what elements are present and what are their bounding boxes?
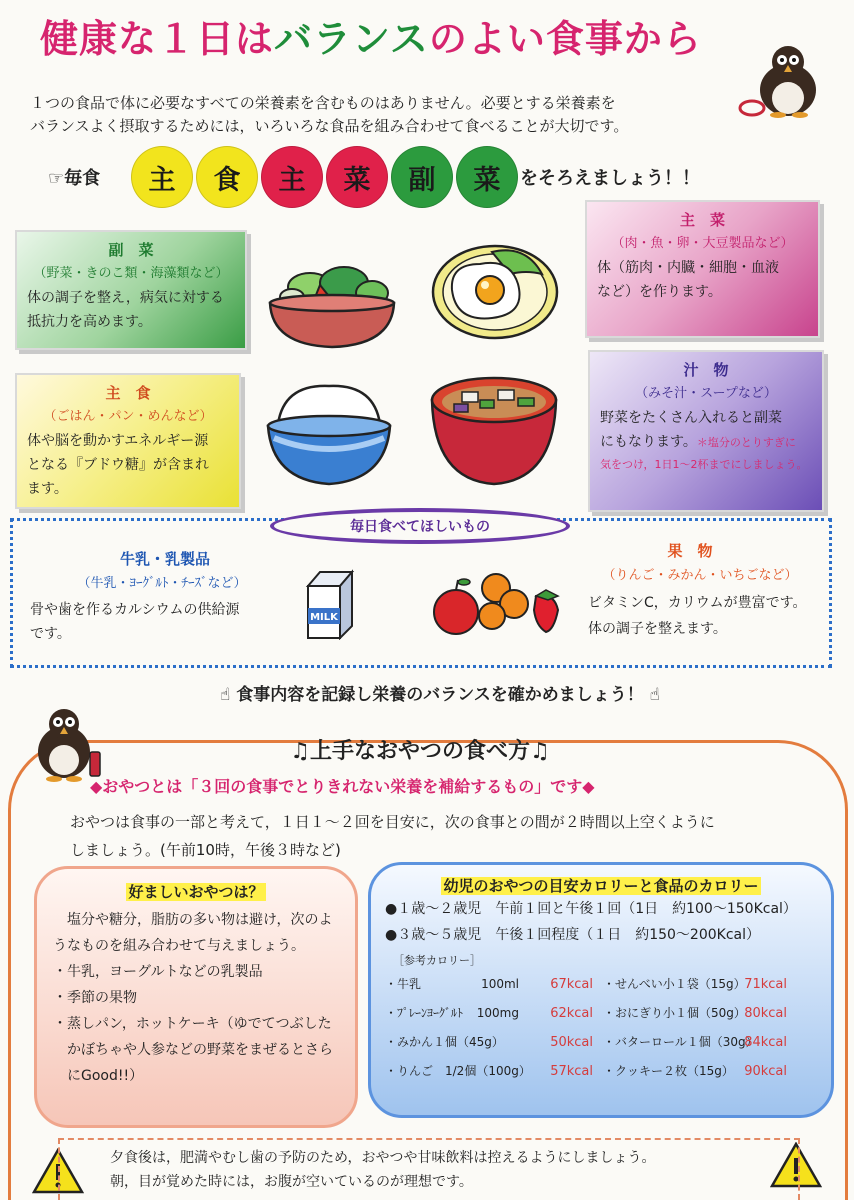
card-side-dish-subtitle: （野菜・きのこ類・海藻類など）: [33, 266, 229, 281]
card-main-dish-desc-1: 体（筋肉・内臓・細胞・血液: [597, 260, 779, 276]
fruit-desc-1: ビタミンC，カリウムが豊富です。: [588, 595, 807, 611]
calorie-guide-heading: 幼児のおやつの目安カロリーと食品のカロリー: [443, 877, 759, 895]
fried-egg-plate-icon: [430, 240, 560, 344]
page-title: [40, 8, 760, 63]
snack-desc-1: おやつは食事の一部と考えて，１日１～２回を目安に，次の食事との間が２時間以上空くように: [70, 813, 715, 831]
card-main-dish: [585, 200, 820, 338]
food-kcal-2: 80kcal: [744, 1006, 787, 1021]
food-amount: 100mg: [476, 1006, 519, 1020]
pointing-hand-icon: ☝: [219, 685, 231, 705]
list-item: ・蒸しパン，ホットケーキ（ゆでてつぶした: [53, 1016, 332, 1032]
card-soup-desc-1: 野菜をたくさん入れると副菜: [600, 410, 782, 426]
food-name-2: ・おにぎり小１個（50g）: [603, 1006, 746, 1020]
card-staple: [15, 373, 241, 509]
food-name: ・牛乳: [385, 977, 422, 991]
card-soup-title: 汁 物: [683, 361, 729, 379]
card-staple-desc-2: となる『ブドウ糖』が含まれ: [27, 457, 209, 473]
food-kcal: 62kcal: [550, 1006, 593, 1021]
calorie-table: [385, 970, 817, 1086]
daily-foods-label: 毎日食べてほしいもの: [270, 508, 570, 544]
fruit-subtitle: （りんご・みかん・いちごなど）: [602, 568, 798, 583]
card-main-dish-desc-2: など）を作ります。: [597, 284, 722, 300]
title-part-3: のよい食事から: [428, 17, 702, 61]
salad-bowl-icon: [262, 255, 402, 359]
card-side-dish-title: 副 菜: [108, 241, 154, 259]
record-meals-text: [160, 680, 720, 705]
every-meal-prefix: ☞毎食: [48, 168, 101, 189]
preferred-snacks-list: [53, 959, 339, 1089]
food-name-2: ・せんべい小１袋（15g）: [603, 977, 746, 991]
milk-subtitle: （牛乳・ﾖｰｸﾞﾙﾄ・ﾁｰｽﾞなど）: [77, 576, 247, 591]
food-name-2: ・クッキー２枚（15g）: [603, 1064, 734, 1078]
record-meals-label: 食事内容を記録し栄養のバランスを確かめましょう！: [236, 685, 644, 705]
card-soup-desc-2: にもなります。: [600, 434, 697, 450]
list-item: ・季節の果物: [53, 990, 137, 1006]
fruit-title: 果 物: [667, 542, 713, 560]
circle-shu-1: 主: [131, 146, 193, 208]
food-kcal: 50kcal: [550, 1035, 593, 1050]
milk-carton-label: MILK: [310, 612, 338, 623]
preferred-snacks-heading: 好ましいおやつは？: [128, 883, 264, 901]
intro-line-2: バランスよく摂取するためには，いろいろな食品を組み合わせて食べることが大切です。: [30, 117, 629, 135]
calorie-age-3-5: ●３歳～５歳児 午後１回程度（１日 約150～200Kcal）: [385, 927, 761, 943]
intro-text: [30, 92, 730, 138]
intro-line-1: １つの食品で体に必要なすべての栄養素を含むものはありません。必要とする栄養素を: [30, 94, 616, 112]
circle-fuku: 副: [391, 146, 453, 208]
evening-snack-warning: [58, 1138, 800, 1200]
food-amount: 100ml: [481, 977, 519, 991]
milk-desc-2: です。: [30, 626, 71, 642]
circle-shu-2: 主: [261, 146, 323, 208]
every-meal-suffix: をそろえましょう！！: [520, 168, 700, 189]
circle-shoku: 食: [196, 146, 258, 208]
card-side-dish-desc-2: 抵抗力を高めます。: [27, 314, 152, 330]
card-side-dish: [15, 230, 247, 350]
food-kcal: 57kcal: [550, 1064, 593, 1079]
calorie-age-1-2: ●１歳～２歳児 午前１回と午後１回（1日 約100～150Kcal）: [385, 901, 797, 917]
snack-desc-2: しましょう。(午前10時，午後３時など): [70, 841, 341, 859]
list-item: にGood!!）: [53, 1068, 144, 1084]
owl-mascot-snack-icon: [26, 702, 96, 782]
list-item: かぼちゃや人参などの野菜をまぜるとさら: [53, 1042, 333, 1058]
preferred-snacks-box: [34, 866, 358, 1128]
miso-soup-bowl-icon: [428, 370, 560, 494]
milk-carton-icon: [302, 568, 358, 644]
list-item: ・牛乳，ヨーグルトなどの乳製品: [53, 964, 263, 980]
card-soup: [588, 350, 824, 512]
food-name-2: ・バターロール１個（30g）: [603, 1035, 758, 1049]
circle-sai-1: 菜: [326, 146, 388, 208]
card-main-dish-title: 主 菜: [679, 211, 725, 229]
reference-calorie-label: ［参考カロリー］: [393, 954, 481, 967]
table-row: [385, 999, 817, 1028]
card-staple-subtitle: （ごはん・パン・めんなど）: [43, 409, 213, 424]
food-name: ・みかん１個（45g）: [385, 1035, 504, 1049]
milk-desc-1: 骨や歯を作るカルシウムの供給源: [30, 602, 240, 618]
snack-description: [70, 808, 800, 864]
snack-definition: ◆おやつとは「３回の食事でとりきれない栄養を補給するもの」です◆: [90, 777, 595, 796]
milk-description: [30, 598, 280, 646]
table-row: [385, 1057, 817, 1086]
card-side-dish-desc-1: 体の調子を整え，病気に対する: [27, 290, 224, 306]
title-part-1: 健康な１日は: [40, 17, 275, 61]
card-soup-subtitle: （みそ汁・スープなど）: [635, 386, 777, 401]
calorie-guide-box: [368, 862, 834, 1118]
circle-sai-2: 菜: [456, 146, 518, 208]
owl-mascot-icon: [738, 38, 808, 118]
fruit-description: [588, 590, 828, 642]
preferred-snacks-intro-2: うなものを組み合わせて与えましょう。: [53, 938, 305, 954]
fruit-desc-2: 体の調子を整えます。: [588, 621, 727, 637]
warning-line-2: 朝，目が覚めた時には，お腹が空いているのが理想です。: [110, 1174, 473, 1190]
food-name: ・りんご 1/2個（100g）: [385, 1064, 531, 1078]
food-kcal-2: 71kcal: [744, 977, 787, 992]
card-main-dish-subtitle: （肉・魚・卵・大豆製品など）: [611, 236, 794, 251]
card-soup-note-2: 気をつけ，1日1～2杯までにしましょう。: [600, 458, 808, 471]
pointing-hand-icon-2: ☝: [649, 685, 661, 705]
milk-title: 牛乳・乳製品: [119, 550, 210, 568]
card-soup-note-1: ＊塩分のとりすぎに: [696, 436, 796, 449]
table-row: [385, 1028, 817, 1057]
card-staple-desc-1: 体や脳を動かすエネルギー源: [27, 433, 209, 449]
card-staple-title: 主 食: [105, 384, 151, 402]
preferred-snacks-intro-1: 塩分や糖分，脂肪の多い物は避け，次のよ: [67, 912, 333, 928]
warning-line-1: 夕食後は，肥満やむし歯の予防のため，おやつや甘味飲料は控えるようにしましょう。: [110, 1150, 656, 1166]
food-name: ・ﾌﾟﾚｰﾝﾖｰｸﾞﾙﾄ: [385, 1006, 464, 1020]
card-staple-desc-3: ます。: [27, 481, 68, 497]
fruit-icon: [430, 566, 570, 642]
rice-bowl-icon: [264, 380, 394, 494]
table-row: [385, 970, 817, 999]
food-kcal-2: 84kcal: [744, 1035, 787, 1050]
food-kcal: 67kcal: [550, 977, 593, 992]
snack-section-title: ♫上手なおやつの食べ方♫: [290, 739, 550, 764]
title-part-balance: バランス: [274, 17, 429, 61]
food-kcal-2: 90kcal: [744, 1064, 787, 1079]
